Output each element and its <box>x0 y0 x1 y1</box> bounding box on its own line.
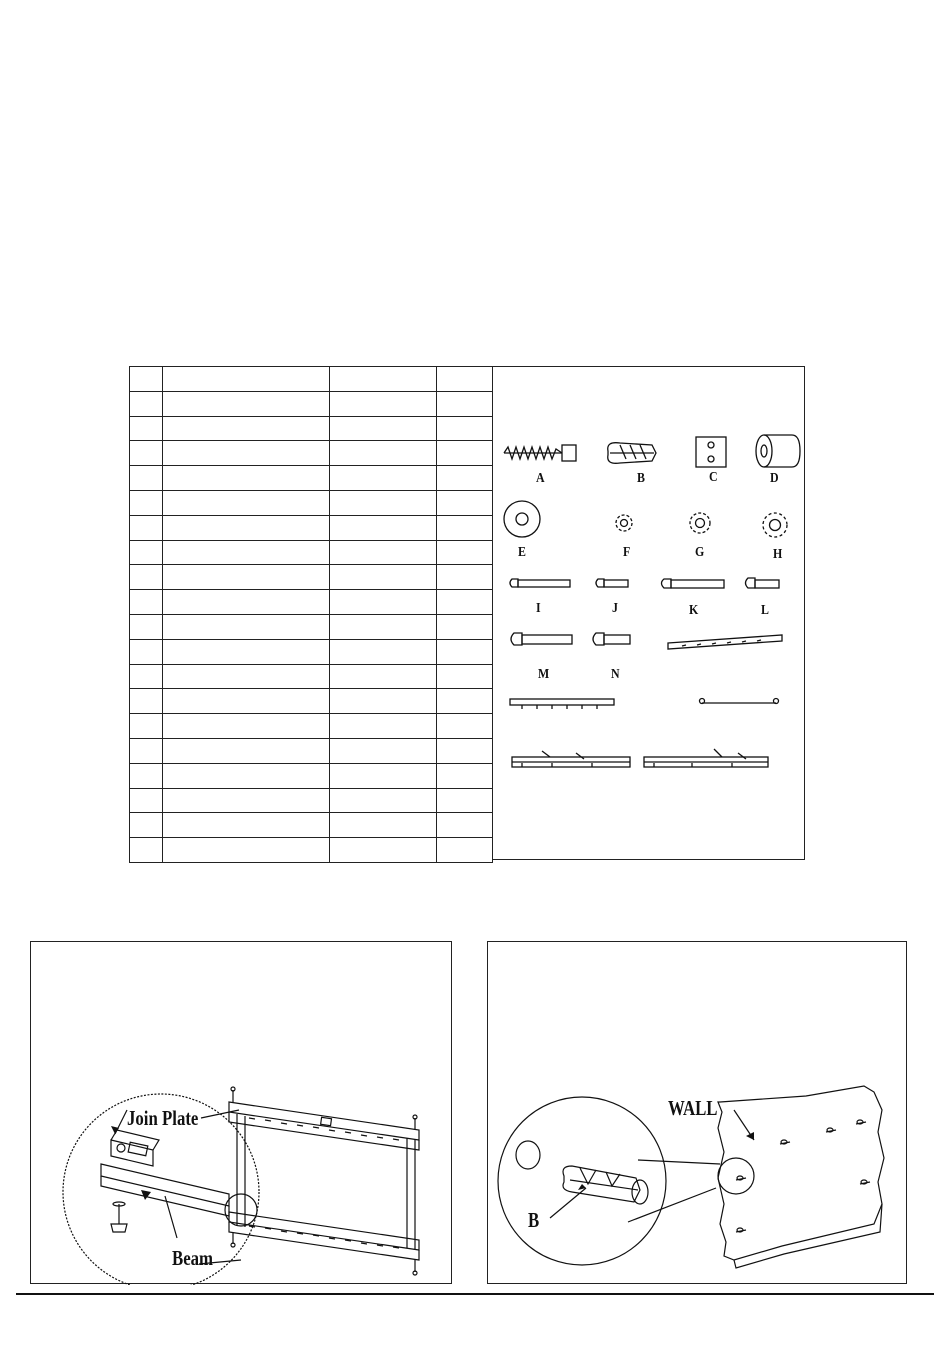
parts-table-cell <box>163 788 330 813</box>
label-b: B <box>637 471 645 486</box>
parts-table-row <box>130 515 493 540</box>
parts-table-cell <box>330 565 437 590</box>
parts-table-cell <box>437 689 493 714</box>
parts-table-cell <box>130 490 163 515</box>
parts-table-row <box>130 763 493 788</box>
parts-table-row <box>130 367 493 392</box>
wall-hole-3 <box>856 1120 866 1124</box>
parts-table-cell <box>330 714 437 739</box>
wall-hole-5 <box>860 1180 870 1184</box>
parts-table-cell <box>130 763 163 788</box>
part-h-lock-washer <box>763 513 787 537</box>
parts-table-cell <box>163 515 330 540</box>
part-i-bolt <box>510 579 570 587</box>
parts-table-cell <box>163 441 330 466</box>
step-1-illustration <box>30 941 452 1284</box>
parts-table-cell <box>130 639 163 664</box>
parts-table-cell <box>437 763 493 788</box>
parts-table-cell <box>437 540 493 565</box>
label-i: I <box>536 601 541 616</box>
rod <box>700 699 779 704</box>
part-b-anchor <box>608 443 656 464</box>
parts-table-cell <box>163 738 330 763</box>
label-n: N <box>611 667 620 682</box>
parts-table-cell <box>330 614 437 639</box>
parts-table-cell <box>437 614 493 639</box>
parts-table-row <box>130 490 493 515</box>
part-j-bolt <box>596 579 628 587</box>
part-c-plate <box>696 437 726 467</box>
parts-table-cell <box>163 614 330 639</box>
part-f-lock-washer <box>616 515 632 531</box>
parts-table-cell <box>330 540 437 565</box>
callout-join-plate: Join Plate <box>127 1106 199 1130</box>
parts-table-row <box>130 391 493 416</box>
parts-table-cell <box>330 490 437 515</box>
label-k: K <box>689 603 699 618</box>
parts-table-row <box>130 714 493 739</box>
wall-hole-1 <box>780 1140 790 1144</box>
parts-table-cell <box>437 664 493 689</box>
parts-table-cell <box>330 590 437 615</box>
part-a-lag-screw <box>504 445 576 461</box>
label-g: G <box>695 545 705 560</box>
parts-table-cell <box>437 838 493 863</box>
part-n-bolt <box>593 633 630 645</box>
wall-hole-2 <box>826 1128 836 1132</box>
parts-table-row <box>130 540 493 565</box>
footer-rule <box>16 1293 934 1295</box>
parts-table-cell <box>130 540 163 565</box>
parts-table-cell <box>330 763 437 788</box>
parts-table-cell <box>163 590 330 615</box>
parts-table-row <box>130 813 493 838</box>
parts-table-cell <box>163 689 330 714</box>
parts-table-cell <box>130 565 163 590</box>
parts-table-cell <box>130 813 163 838</box>
parts-table-cell <box>163 367 330 392</box>
label-d: D <box>770 471 779 486</box>
parts-table-cell <box>330 664 437 689</box>
parts-table-row <box>130 639 493 664</box>
parts-table-cell <box>130 416 163 441</box>
parts-table-cell <box>130 367 163 392</box>
parts-table-cell <box>330 416 437 441</box>
label-a: A <box>536 471 545 486</box>
parts-table-cell <box>330 391 437 416</box>
parts-table-cell <box>330 738 437 763</box>
part-l-bolt <box>746 578 780 588</box>
parts-table-cell <box>163 664 330 689</box>
parts-table-cell <box>437 466 493 491</box>
label-e: E <box>518 545 526 560</box>
parts-table-cell <box>437 515 493 540</box>
cross-beam-right <box>644 749 768 767</box>
parts-table-row <box>130 738 493 763</box>
parts-table-cell <box>437 738 493 763</box>
parts-table-cell <box>130 391 163 416</box>
parts-table-row <box>130 590 493 615</box>
parts-table-cell <box>437 565 493 590</box>
label-f: F <box>623 545 631 560</box>
parts-table-cell <box>163 763 330 788</box>
parts-table <box>129 366 493 863</box>
parts-table-row <box>130 614 493 639</box>
parts-table-cell <box>163 466 330 491</box>
rail-lower-left <box>510 699 614 709</box>
parts-table-cell <box>437 441 493 466</box>
parts-table-cell <box>130 466 163 491</box>
rail-upper-right <box>668 635 782 649</box>
parts-table-cell <box>437 813 493 838</box>
parts-table-cell <box>437 788 493 813</box>
parts-table-cell <box>130 689 163 714</box>
parts-table-row <box>130 416 493 441</box>
part-g-lock-washer <box>690 513 710 533</box>
label-j: J <box>612 601 618 616</box>
callout-wall: WALL <box>668 1096 718 1120</box>
parts-table-row <box>130 664 493 689</box>
part-k-bolt <box>662 579 725 588</box>
parts-table-cell <box>130 738 163 763</box>
parts-table-cell <box>130 441 163 466</box>
parts-table-cell <box>330 515 437 540</box>
label-l: L <box>761 603 769 618</box>
label-h: H <box>773 547 783 562</box>
parts-table-cell <box>163 714 330 739</box>
parts-table-row <box>130 788 493 813</box>
parts-table-cell <box>130 838 163 863</box>
parts-table-cell <box>437 714 493 739</box>
parts-table-cell <box>130 714 163 739</box>
parts-table-cell <box>437 391 493 416</box>
parts-table-cell <box>330 788 437 813</box>
parts-table-row <box>130 565 493 590</box>
parts-table-row <box>130 466 493 491</box>
label-m: M <box>538 667 550 682</box>
parts-table-cell <box>163 639 330 664</box>
wall-hole-4 <box>736 1176 746 1180</box>
parts-table-cell <box>163 838 330 863</box>
step-2-illustration <box>487 941 907 1284</box>
label-c: C <box>709 470 718 485</box>
parts-table-cell <box>330 367 437 392</box>
parts-table-cell <box>437 639 493 664</box>
parts-table-cell <box>130 664 163 689</box>
part-m-bolt <box>511 633 572 645</box>
bracket-assembly-drawing <box>31 942 453 1285</box>
parts-table-cell <box>437 367 493 392</box>
cross-beam-left <box>512 751 630 767</box>
parts-table-cell <box>130 515 163 540</box>
parts-table-cell <box>130 590 163 615</box>
callout-beam: Beam <box>172 1246 214 1270</box>
parts-illustration-panel <box>492 366 805 860</box>
wall-hole-6 <box>736 1228 746 1232</box>
parts-table-cell <box>163 813 330 838</box>
parts-table-cell <box>130 788 163 813</box>
part-e-washer <box>504 501 540 537</box>
parts-table-row <box>130 689 493 714</box>
parts-table-cell <box>163 391 330 416</box>
parts-table-cell <box>437 490 493 515</box>
parts-table-cell <box>163 416 330 441</box>
parts-table-cell <box>330 441 437 466</box>
parts-table-row <box>130 838 493 863</box>
parts-table-cell <box>330 466 437 491</box>
parts-table-cell <box>163 490 330 515</box>
parts-table-cell <box>163 565 330 590</box>
parts-table-cell <box>437 416 493 441</box>
part-d-spacer <box>756 435 800 467</box>
parts-table-cell <box>437 590 493 615</box>
parts-table-cell <box>330 689 437 714</box>
callout-b: B <box>528 1208 540 1232</box>
parts-table-cell <box>130 614 163 639</box>
parts-table-row <box>130 441 493 466</box>
parts-table-cell <box>330 639 437 664</box>
parts-table-cell <box>330 813 437 838</box>
parts-table-cell <box>163 540 330 565</box>
parts-table-cell <box>330 838 437 863</box>
